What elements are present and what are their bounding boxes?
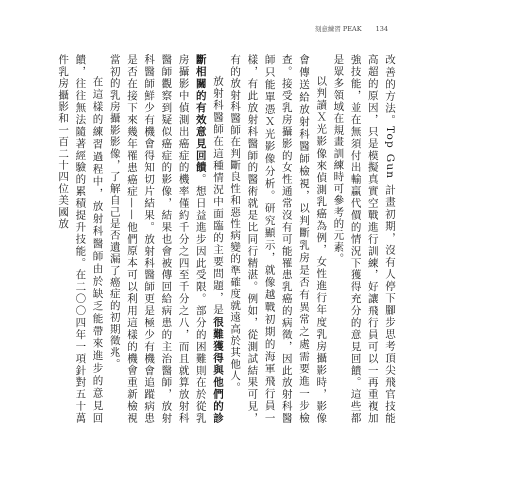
paragraph-4-text: 在這樣的練習過程中，放射科醫師由於缺乏能帶來進步的意見回饋，往往無法隨著經驗的累積提升技能。在二〇〇四年一項針對五十萬件乳房攝影和一百二十四位美國放 xyxy=(57,54,104,424)
paragraph-2 xyxy=(226,54,329,424)
paragraph-3-text-a: 放射科醫師在這種情況中面臨的主要問題，是 xyxy=(211,75,224,317)
paragraph-3-text-b: 。想日益進步因此受限。部分的困難則在於從乳房攝影中偵測出癌症的機率僅約千分之四至千分之八，而且就算放射科醫師觀察到疑似癌症的影像，結果也會被傳回給病患的主治醫師，放射科醫師鮮少有機會得知切片結果。放射科醫師更是極少有機會追蹤病患是否在接下來幾年罹患癌症——他們原本可以利用這樣的機會重新檢視當初的乳房攝影影像，了解自己是否遺漏了癌症的初期徵兆。 xyxy=(108,54,207,425)
paragraph-3-emphasis: 很難獲得與他們的診斷相關的有效意見回饋 xyxy=(194,54,224,424)
paragraph-2-text: 以判讀Ｘ光影像來偵測乳癌為例，女性進行年度乳房攝影時，影像會傳送給放射科醫師檢視，以判斷乳房是否有異常之處需要進一步檢查。接受乳房攝影的女性通常沒有可能罹患乳癌的病徵，因此放射科醫師只能單憑Ｘ光影像分析。研究顯示，就像越戰初期的海軍飛行員一樣，有此放射科醫師的醫術就是比同行精湛。例如，從測試結果可見，有的放射科醫師在判斷良性和惡性病變的準確度就遠高於其他人。 xyxy=(229,54,328,424)
paragraph-1-text: 改善的方法。Top Gun 計畫初期，沒有人停下腳步思考頂尖飛官技能高超的原因，只是模擬真實空戰進行訓練，好讓飛行員可以一再重複加強技能，並在無須付出輸贏代價的情況下獲得充分的意見回饋。這些都是眾多領域在規畫訓練時可參考的元素。 xyxy=(332,54,396,424)
running-title: 刻意練習 PEAK xyxy=(314,25,362,33)
paragraph-4 xyxy=(54,54,106,424)
running-header xyxy=(315,24,388,33)
paragraph-1 xyxy=(329,54,398,424)
paragraph-3 xyxy=(106,54,226,424)
page-number: 134 xyxy=(375,25,388,33)
body-text xyxy=(57,54,398,425)
